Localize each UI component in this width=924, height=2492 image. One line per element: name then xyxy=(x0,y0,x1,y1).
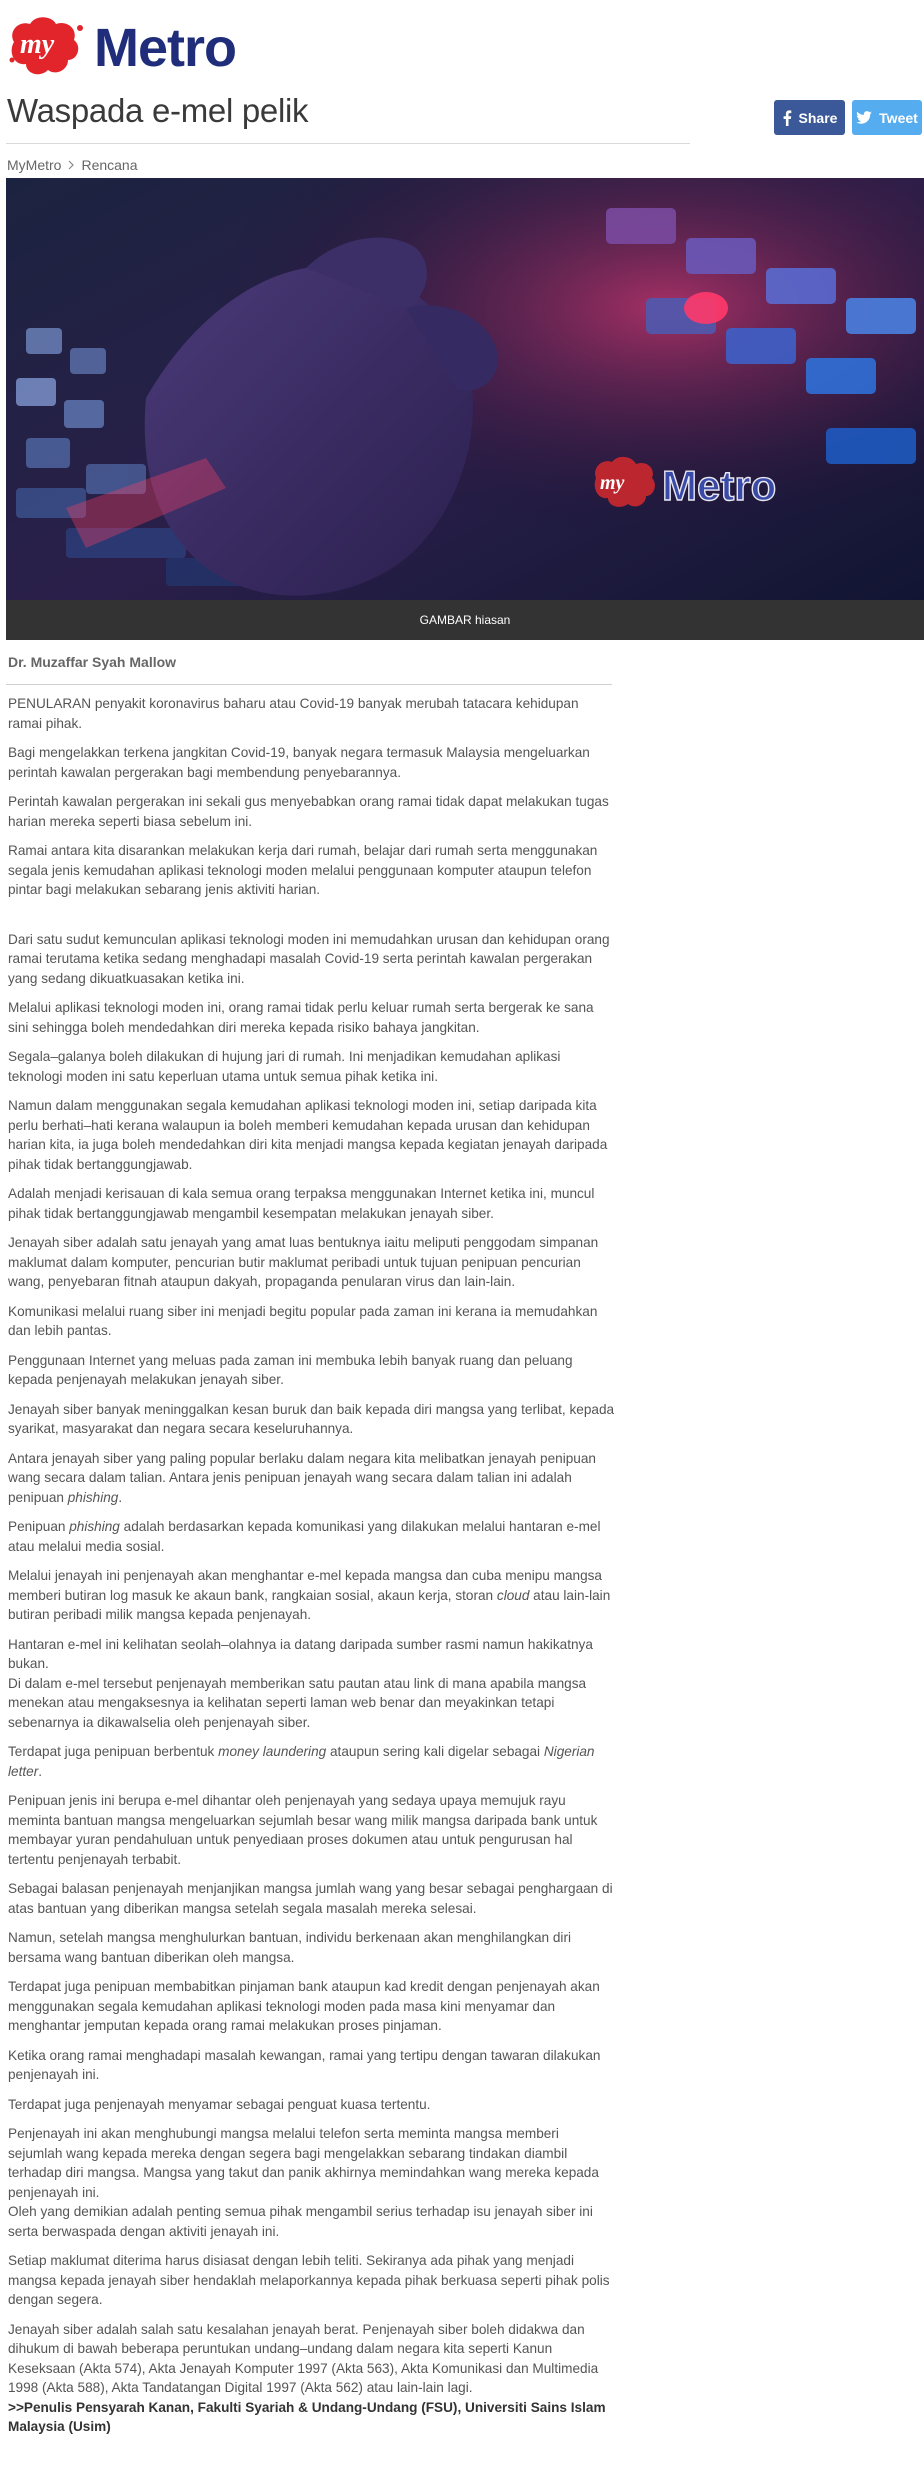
paragraph-text: Penipuan xyxy=(8,1519,66,1534)
paragraph: Oleh yang demikian adalah penting semua pihak mengambil serius terhadap isu jenayah siber ini serta berwaspada dengan aktiviti jenayah ini. xyxy=(8,2204,593,2239)
paragraph: Terdapat juga penipuan membabitkan pinjaman bank ataupun kad kredit dengan penjenayah akan menggunakan segala kemudahan aplikasi teknologi moden pada masa kini menyamar dan menghantar jemputan kepada orang ramai melakukan proses pinjaman. xyxy=(8,1979,600,2033)
twitter-tweet-button[interactable] xyxy=(852,100,922,135)
paragraph: Adalah menjadi kerisauan di kala semua orang terpaksa menggunakan Internet ketika ini, muncul pihak tidak bertanggungjawab mengambil kesempatan melakukan jenayah siber. xyxy=(8,1186,595,1221)
paragraph: Hantaran e-mel ini kelihatan seolah–olahnya ia datang daripada sumber rasmi namun hakikatnya bukan. xyxy=(8,1636,593,1671)
logo-my-text: my xyxy=(20,29,55,60)
paragraph: Dari satu sudut kemunculan aplikasi teknologi moden ini memudahkan urusan dan kehidupan orang ramai terutama ketika sedang menghadapi masalah Covid-19 serta perintah kawalan pergerakan yang sedang dikuatkuasakan ketika ini. xyxy=(8,931,610,986)
paragraph-text: . xyxy=(38,1763,43,1779)
paragraph-text: Terdapat juga penipuan berbentuk xyxy=(8,1744,215,1759)
twitter-bird-icon xyxy=(856,111,872,124)
chevron-right-icon xyxy=(68,157,74,173)
hero-image xyxy=(6,178,924,640)
paragraph: Ketika orang ramai menghadapi masalah kewangan, ramai yang tertipu dengan tawaran dilakukan penjenayah ini. xyxy=(8,2047,601,2082)
paragraph-text: . xyxy=(118,1489,123,1505)
paragraph-text: atau lain-lain butiran peribadi milik mangsa kepada penjenayah. xyxy=(8,1587,611,1622)
paragraph: Segala–galanya boleh dilakukan di hujung jari di rumah. Ini menjadikan kemudahan aplikasi teknologi moden ini satu keperluan utama untuk semua pihak ketika ini. xyxy=(8,1049,561,1084)
emphasis-text: money laundering xyxy=(218,1744,327,1759)
paragraph: Perintah kawalan pergerakan ini sekali gus menyebabkan orang ramai tidak dapat melakukan tugas harian mereka seperti biasa sebelum ini. xyxy=(8,794,609,829)
watermark-my-text: my xyxy=(600,472,625,494)
paragraph: Penipuan jenis ini berupa e-mel dihantar oleh penjenayah yang sedaya upaya memujuk rayu meminta bantuan mangsa mengeluarkan sejumlah besar wang milik mangsa daripada bank untuk membayar yuran pendahuluan untuk penyediaan proses dokumen atau untuk pengurusan hal tertentu penjenayah terbabit. xyxy=(8,1793,598,1867)
paragraph-text: ataupun sering kali digelar sebagai xyxy=(329,1744,541,1759)
paragraph xyxy=(8,1449,616,1508)
paragraph-text: adalah berdasarkan kepada komunikasi yang dilakukan melalui hantaran e-mel atau melalui media sosial. xyxy=(8,1519,601,1554)
paragraph: Melalui aplikasi teknologi moden ini, orang ramai tidak perlu keluar rumah serta bergerak ke sana sini sehingga boleh mendedahkan diri mereka kepada risiko bahaya jangkitan. xyxy=(8,1000,594,1035)
paragraph: Terdapat juga penjenayah menyamar sebagai penguat kuasa tertentu. xyxy=(8,2096,431,2112)
paragraph: Di dalam e-mel tersebut penjenayah memberikan satu pautan atau link di mana apabila mangsa menekan atau mengaksesnya ia kelihatan seperti laman web benar dan meyakinkan tetapi sebenarnya ia dikawalselia oleh penjenayah siber. xyxy=(8,1675,587,1730)
share-label: Share xyxy=(798,109,838,126)
paragraph xyxy=(8,1566,616,1625)
breadcrumb-item-rencana[interactable]: Rencana xyxy=(81,157,138,173)
emphasis-text: phishing xyxy=(69,1519,120,1534)
facebook-share-button[interactable] xyxy=(774,100,845,135)
paragraph: Jenayah siber adalah satu jenayah yang amat luas bentuknya iaitu meliputi penggodam simpanan maklumat dalam komputer, pencurian butir maklumat peribadi untuk tujuan penipuan pencurian wang, penyebaran fitnah ataupun dakyah, propaganda penularan virus dan lain-lain. xyxy=(8,1235,599,1289)
emphasis-text: phishing xyxy=(67,1489,119,1505)
article-body xyxy=(8,694,616,2447)
paragraph: Jenayah siber banyak meninggalkan kesan buruk dan baik kepada diri mangsa yang terlibat, kepada syarikat, masyarakat dan negara secara keseluruhannya. xyxy=(8,1401,615,1436)
breadcrumb-item-mymetro[interactable]: MyMetro xyxy=(7,157,62,173)
paragraph: Ramai antara kita disarankan melakukan kerja dari rumah, belajar dari rumah serta menggunakan segala jenis kemudahan aplikasi teknologi moden melalui penggunaan komputer ataupun telefon pintar bagi melakukan sebarang jenis aktiviti harian. xyxy=(8,843,598,897)
paragraph: PENULARAN penyakit koronavirus baharu atau Covid-19 banyak merubah tatacara kehidupan ramai pihak. xyxy=(8,696,579,731)
paragraph-text: Antara jenayah siber yang paling popular berlaku dalam negara kita melibatkan jenayah penipuan wang secara dalam talian. Antara jenis penipuan jenayah wang secara dalam talian ini adalah penipuan xyxy=(8,1450,596,1505)
metro-watermark xyxy=(595,457,777,509)
author-footer-note: >>Penulis Pensyarah Kanan, Fakulti Syariah & Undang-Undang (FSU), Universiti Sains Islam Malaysia (Usim) xyxy=(8,2399,606,2434)
emphasis-text: Nigerian letter xyxy=(8,1744,595,1779)
mymetro-logo[interactable] xyxy=(6,10,302,80)
paragraph: Sebagai balasan penjenayah menjanjikan mangsa jumlah wang yang besar sebagai penghargaan di atas bantuan yang diberikan mangsa setelah segala masalah mereka selesai. xyxy=(8,1881,613,1916)
tweet-label: Tweet xyxy=(879,109,918,126)
paragraph xyxy=(8,1742,616,1781)
paragraph-text: Melalui jenayah ini penjenayah akan menghantar e-mel kepada mangsa dan cuba menipu mangsa memberi butiran log masuk ke akaun bank, rangkaian sosial, akaun kerja, storan xyxy=(8,1568,602,1603)
breadcrumb xyxy=(7,157,138,173)
paragraph: Namun dalam menggunakan segala kemudahan aplikasi teknologi moden ini, setiap daripada kita perlu berhati–hati kerana walaupun ia boleh memberi kemudahan kepada urusan dan kehidupan harian kita, ia juga boleh mendedahkan diri kita menjadi mangsa kepada kegiatan jenayah daripada pihak tidak bertanggungjawab. xyxy=(8,1098,608,1172)
paragraph: Jenayah siber adalah salah satu kesalahan jenayah berat. Penjenayah siber boleh didakwa dan dihukum di bawah beberapa peruntukan undang–undang dalam negara kita seperti Kanun Keseksaan (Akta 574), Akta Jenayah Komputer 1997 (Akta 563), Akta Komunikasi dan Multimedia 1998 (Akta 588), Akta Tandatangan Digital 1997 (Akta 562) atau lain-lain lagi. xyxy=(8,2321,599,2395)
author-divider xyxy=(6,684,612,685)
emphasis-text: cloud xyxy=(496,1587,530,1603)
paragraph: Setiap maklumat diterima harus disiasat dengan lebih teliti. Sekiranya ada pihak yang menjadi mangsa kepada jenayah siber hendaklah melaporkannya kepada pihak berkuasa seperti pihak polis dengan segera. xyxy=(8,2253,610,2307)
paragraph: Namun, setelah mangsa menghulurkan bantuan, individu berkenaan akan menghilangkan diri bersama wang bantuan diberikan oleh mangsa. xyxy=(8,1930,571,1965)
article-title: Waspada e-mel pelik xyxy=(7,92,309,129)
header-divider xyxy=(6,143,690,144)
image-caption: GAMBAR hiasan xyxy=(6,600,924,640)
author-name: Dr. Muzaffar Syah Mallow xyxy=(8,654,177,670)
paragraph: Bagi mengelakkan terkena jangkitan Covid-19, banyak negara termasuk Malaysia mengeluarkan perintah kawalan pergerakan bagi membendung penyebarannya. xyxy=(8,745,590,780)
paragraph: Komunikasi melalui ruang siber ini menjadi begitu popular pada zaman ini kerana ia memudahkan dan lebih pantas. xyxy=(8,1303,598,1338)
paragraph: Penggunaan Internet yang meluas pada zaman ini membuka lebih banyak ruang dan peluang kepada penjenayah melakukan jenayah siber. xyxy=(8,1352,573,1387)
watermark-metro-text: Metro xyxy=(662,462,777,509)
logo-metro-text: Metro xyxy=(94,18,236,78)
paragraph: Penjenayah ini akan menghubungi mangsa melalui telefon serta meminta mangsa memberi sejumlah wang kepada mereka dengan segera bagi mengelakkan sebarang tindakan diambil terhadap diri mangsa. Mangsa yang takut dan panik akhirnya memindahkan wang mereka kepada penjenayah ini. xyxy=(8,2126,599,2200)
paragraph xyxy=(8,1517,616,1556)
facebook-icon xyxy=(782,110,792,126)
